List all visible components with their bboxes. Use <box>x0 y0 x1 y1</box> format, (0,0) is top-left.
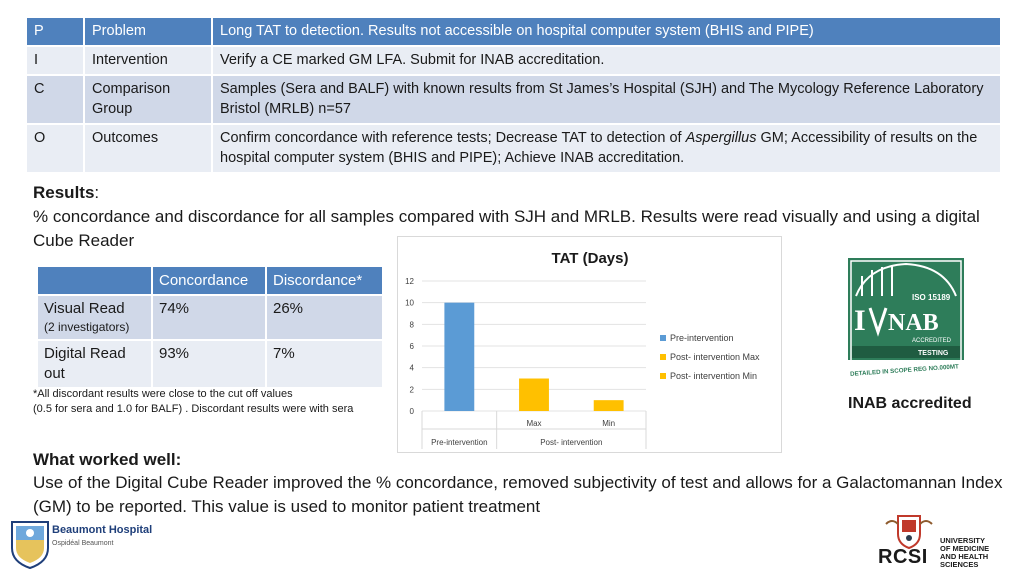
pico-row-intervention <box>26 46 1001 75</box>
rcsi-line: SCIENCES <box>940 560 979 569</box>
pico-code: P <box>26 17 84 46</box>
results-text: % concordance and discordance for all samples compared with SJH and MRLB. Results were read visually and using a digital Cube Reader <box>33 207 980 250</box>
y-tick-label: 10 <box>405 298 414 308</box>
outcomes-text-a: Confirm concordance with reference tests; Decrease TAT to detection of <box>220 130 686 146</box>
inab-logo <box>848 258 964 380</box>
bar <box>444 303 474 411</box>
pico-text <box>212 124 1001 173</box>
y-tick-label: 12 <box>405 277 414 286</box>
pico-text: Verify a CE marked GM LFA. Submit for INAB accreditation. <box>212 46 1001 75</box>
legend-label: Post- intervention Max <box>670 352 760 362</box>
y-tick-label: 4 <box>409 363 414 373</box>
outcomes-text-b: GM; Accessibility of results on the hospital computer system (BHIS and PIPE); Achieve INAB accreditation. <box>220 130 978 166</box>
footnote-line-1: *All discordant results were close to the cut off values <box>33 388 293 400</box>
results-colon: : <box>94 183 100 202</box>
pico-label: Outcomes <box>84 124 212 173</box>
x-sub-label: Min <box>602 419 616 428</box>
bar <box>594 400 624 411</box>
legend-label: Post- intervention Min <box>670 371 758 381</box>
worked-well-text: Use of the Digital Cube Reader improved the % concordance, removed subjectivity of test and allows for a Galactomannan Index (GM) to be reported. This value is used to monitor patient treatment <box>33 473 1003 516</box>
y-tick-label: 8 <box>409 320 414 330</box>
concordance-row-digital <box>37 340 383 388</box>
concordance-header-blank <box>37 266 152 295</box>
legend-swatch <box>660 335 666 341</box>
pico-label: Comparison Group <box>84 75 212 124</box>
concordance-row-visual <box>37 295 383 340</box>
worked-well-title: What worked well: <box>33 450 182 469</box>
inab-name-text: NAB <box>888 310 939 336</box>
inab-iso-text: ISO 15189 <box>912 293 951 302</box>
concordance-value: 93% <box>152 340 266 388</box>
results-title: Results <box>33 183 95 202</box>
row-label-text: Visual Read <box>44 300 125 317</box>
x-sub-label: Max <box>526 419 542 428</box>
tat-chart <box>397 236 782 453</box>
concordance-table <box>36 265 384 389</box>
pico-table <box>25 16 1002 174</box>
pico-label: Intervention <box>84 46 212 75</box>
row-label <box>37 295 152 340</box>
tat-chart-svg <box>398 237 783 454</box>
row-label: Digital Read out <box>37 340 152 388</box>
y-tick-label: 2 <box>409 385 414 395</box>
row-sublabel: (2 investigators) <box>44 320 130 334</box>
rcsi-university-text <box>940 537 989 569</box>
concordance-header: Concordance <box>152 266 266 295</box>
discordance-value: 26% <box>266 295 383 340</box>
rcsi-line: AND HEALTH <box>940 552 989 561</box>
concordance-value: 74% <box>152 295 266 340</box>
footnote-line-2: (0.5 for sera and 1.0 for BALF) . Discordant results were with sera <box>33 403 354 415</box>
beaumont-name: Beaumont Hospital <box>52 524 153 536</box>
pico-row-comparison <box>26 75 1001 124</box>
pico-row-outcomes <box>26 124 1001 173</box>
results-heading <box>33 183 99 203</box>
outcomes-italic: Aspergillus <box>685 130 757 146</box>
inab-testing-text: TESTING <box>918 350 949 357</box>
svg-text:I: I <box>854 304 866 337</box>
y-tick-label: 6 <box>409 342 414 351</box>
rcsi-line: OF MEDICINE <box>940 544 990 553</box>
discordance-value: 7% <box>266 340 383 388</box>
pico-code: O <box>26 124 84 173</box>
pico-text: Long TAT to detection. Results not accessible on hospital computer system (BHIS and PIPE) <box>212 17 1001 46</box>
pico-code: C <box>26 75 84 124</box>
rcsi-line: UNIVERSITY <box>940 536 986 545</box>
discordance-header: Discordance* <box>266 266 383 295</box>
discordance-footnote <box>33 387 353 417</box>
beaumont-subtitle: Ospidéal Beaumont <box>52 540 114 547</box>
pico-text: Samples (Sera and BALF) with known results from St James’s Hospital (SJH) and The Mycology Reference Laboratory Bristol (MRLB) n=57 <box>212 75 1001 124</box>
chart-title: TAT (Days) <box>551 250 629 267</box>
inab-scope-text: DETAILED IN SCOPE REG NO.000MT <box>849 363 960 378</box>
legend-label: Pre-intervention <box>670 333 734 343</box>
pico-row-problem <box>26 17 1001 46</box>
x-group-label: Pre-intervention <box>431 438 488 447</box>
pico-label: Problem <box>84 17 212 46</box>
legend-swatch <box>660 373 666 379</box>
inab-accredited-text: ACCREDITED <box>912 338 952 344</box>
concordance-header-row <box>37 266 383 295</box>
y-tick-label: 0 <box>409 407 414 416</box>
pico-code: I <box>26 46 84 75</box>
legend-swatch <box>660 354 666 360</box>
x-group-label: Post- intervention <box>540 438 603 447</box>
rcsi-wordmark: RCSI <box>878 546 928 568</box>
bar <box>519 379 549 412</box>
inab-caption: INAB accredited <box>848 395 972 412</box>
